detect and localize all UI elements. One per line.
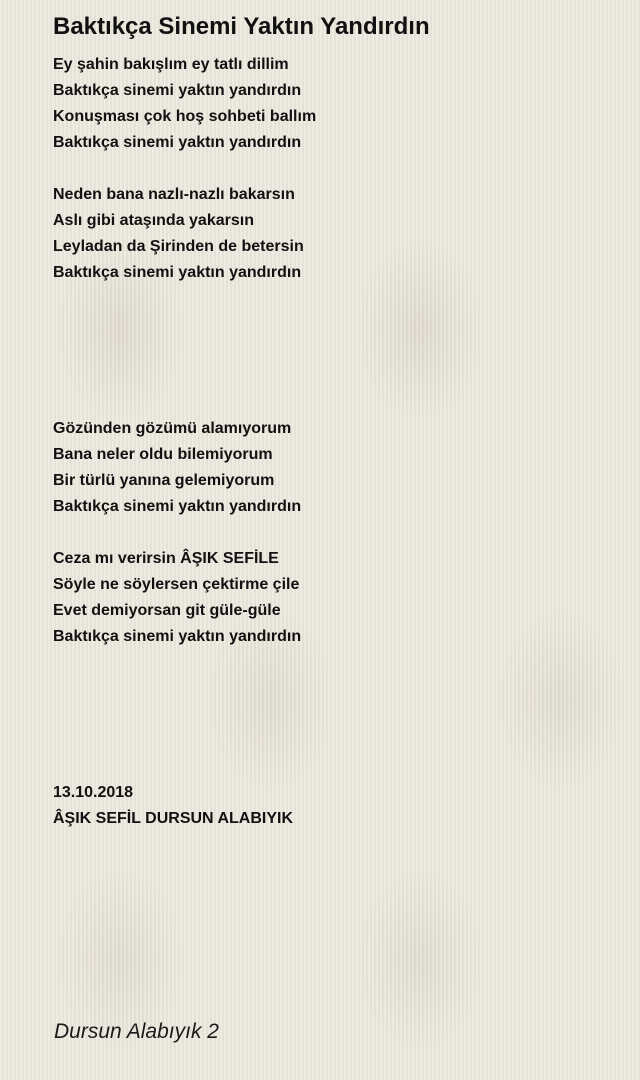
poem-line: Baktıkça sinemi yaktın yandırdın [53, 134, 302, 151]
stanza-break [53, 364, 316, 390]
poem-line: Leyladan da Şirinden de betersin [53, 238, 304, 255]
stanza-break [53, 520, 316, 546]
poem-line: Baktıkça sinemi yaktın yandırdın [53, 498, 302, 515]
poem-line: Baktıkça sinemi yaktın yandırdın [53, 82, 302, 99]
poem-line: Baktıkça sinemi yaktın yandırdın [53, 264, 302, 281]
stanza-break [53, 702, 316, 728]
poem-line: Bir türlü yanına gelemiyorum [53, 472, 275, 489]
stanza-break [53, 650, 316, 676]
poem-line: Bana neler oldu bilemiyorum [53, 446, 273, 463]
stanza-break [53, 754, 316, 780]
poem-line: Neden bana nazlı-nazlı bakarsın [53, 186, 295, 203]
poem-body [53, 52, 316, 832]
poem-author: ÂŞIK SEFİL DURSUN ALABIYIK [53, 810, 294, 827]
poem-line: Ey şahin bakışlım ey tatlı dillim [53, 56, 289, 73]
stanza-break [53, 312, 316, 338]
poem-line: Konuşması çok hoş sohbeti ballım [53, 108, 317, 125]
poem-line: Gözünden gözümü alamıyorum [53, 420, 292, 437]
author-signature: Dursun Alabıyık 2 [54, 1020, 219, 1043]
poem-title: Baktıkça Sinemi Yaktın Yandırdın [53, 13, 430, 40]
poem-line: Aslı gibi ataşında yakarsın [53, 212, 254, 229]
poem-line: Ceza mı verirsin ÂŞIK SEFİLE [53, 550, 279, 567]
poem-line: Baktıkça sinemi yaktın yandırdın [53, 628, 302, 645]
stanza-break [53, 390, 316, 416]
poem-date: 13.10.2018 [53, 784, 134, 801]
stanza-break [53, 338, 316, 364]
stanza-break [53, 156, 316, 182]
stanza-break [53, 728, 316, 754]
stanza-break [53, 676, 316, 702]
poem-line: Evet demiyorsan git güle-güle [53, 602, 281, 619]
stanza-break [53, 286, 316, 312]
poem-line: Söyle ne söylersen çektirme çile [53, 576, 300, 593]
